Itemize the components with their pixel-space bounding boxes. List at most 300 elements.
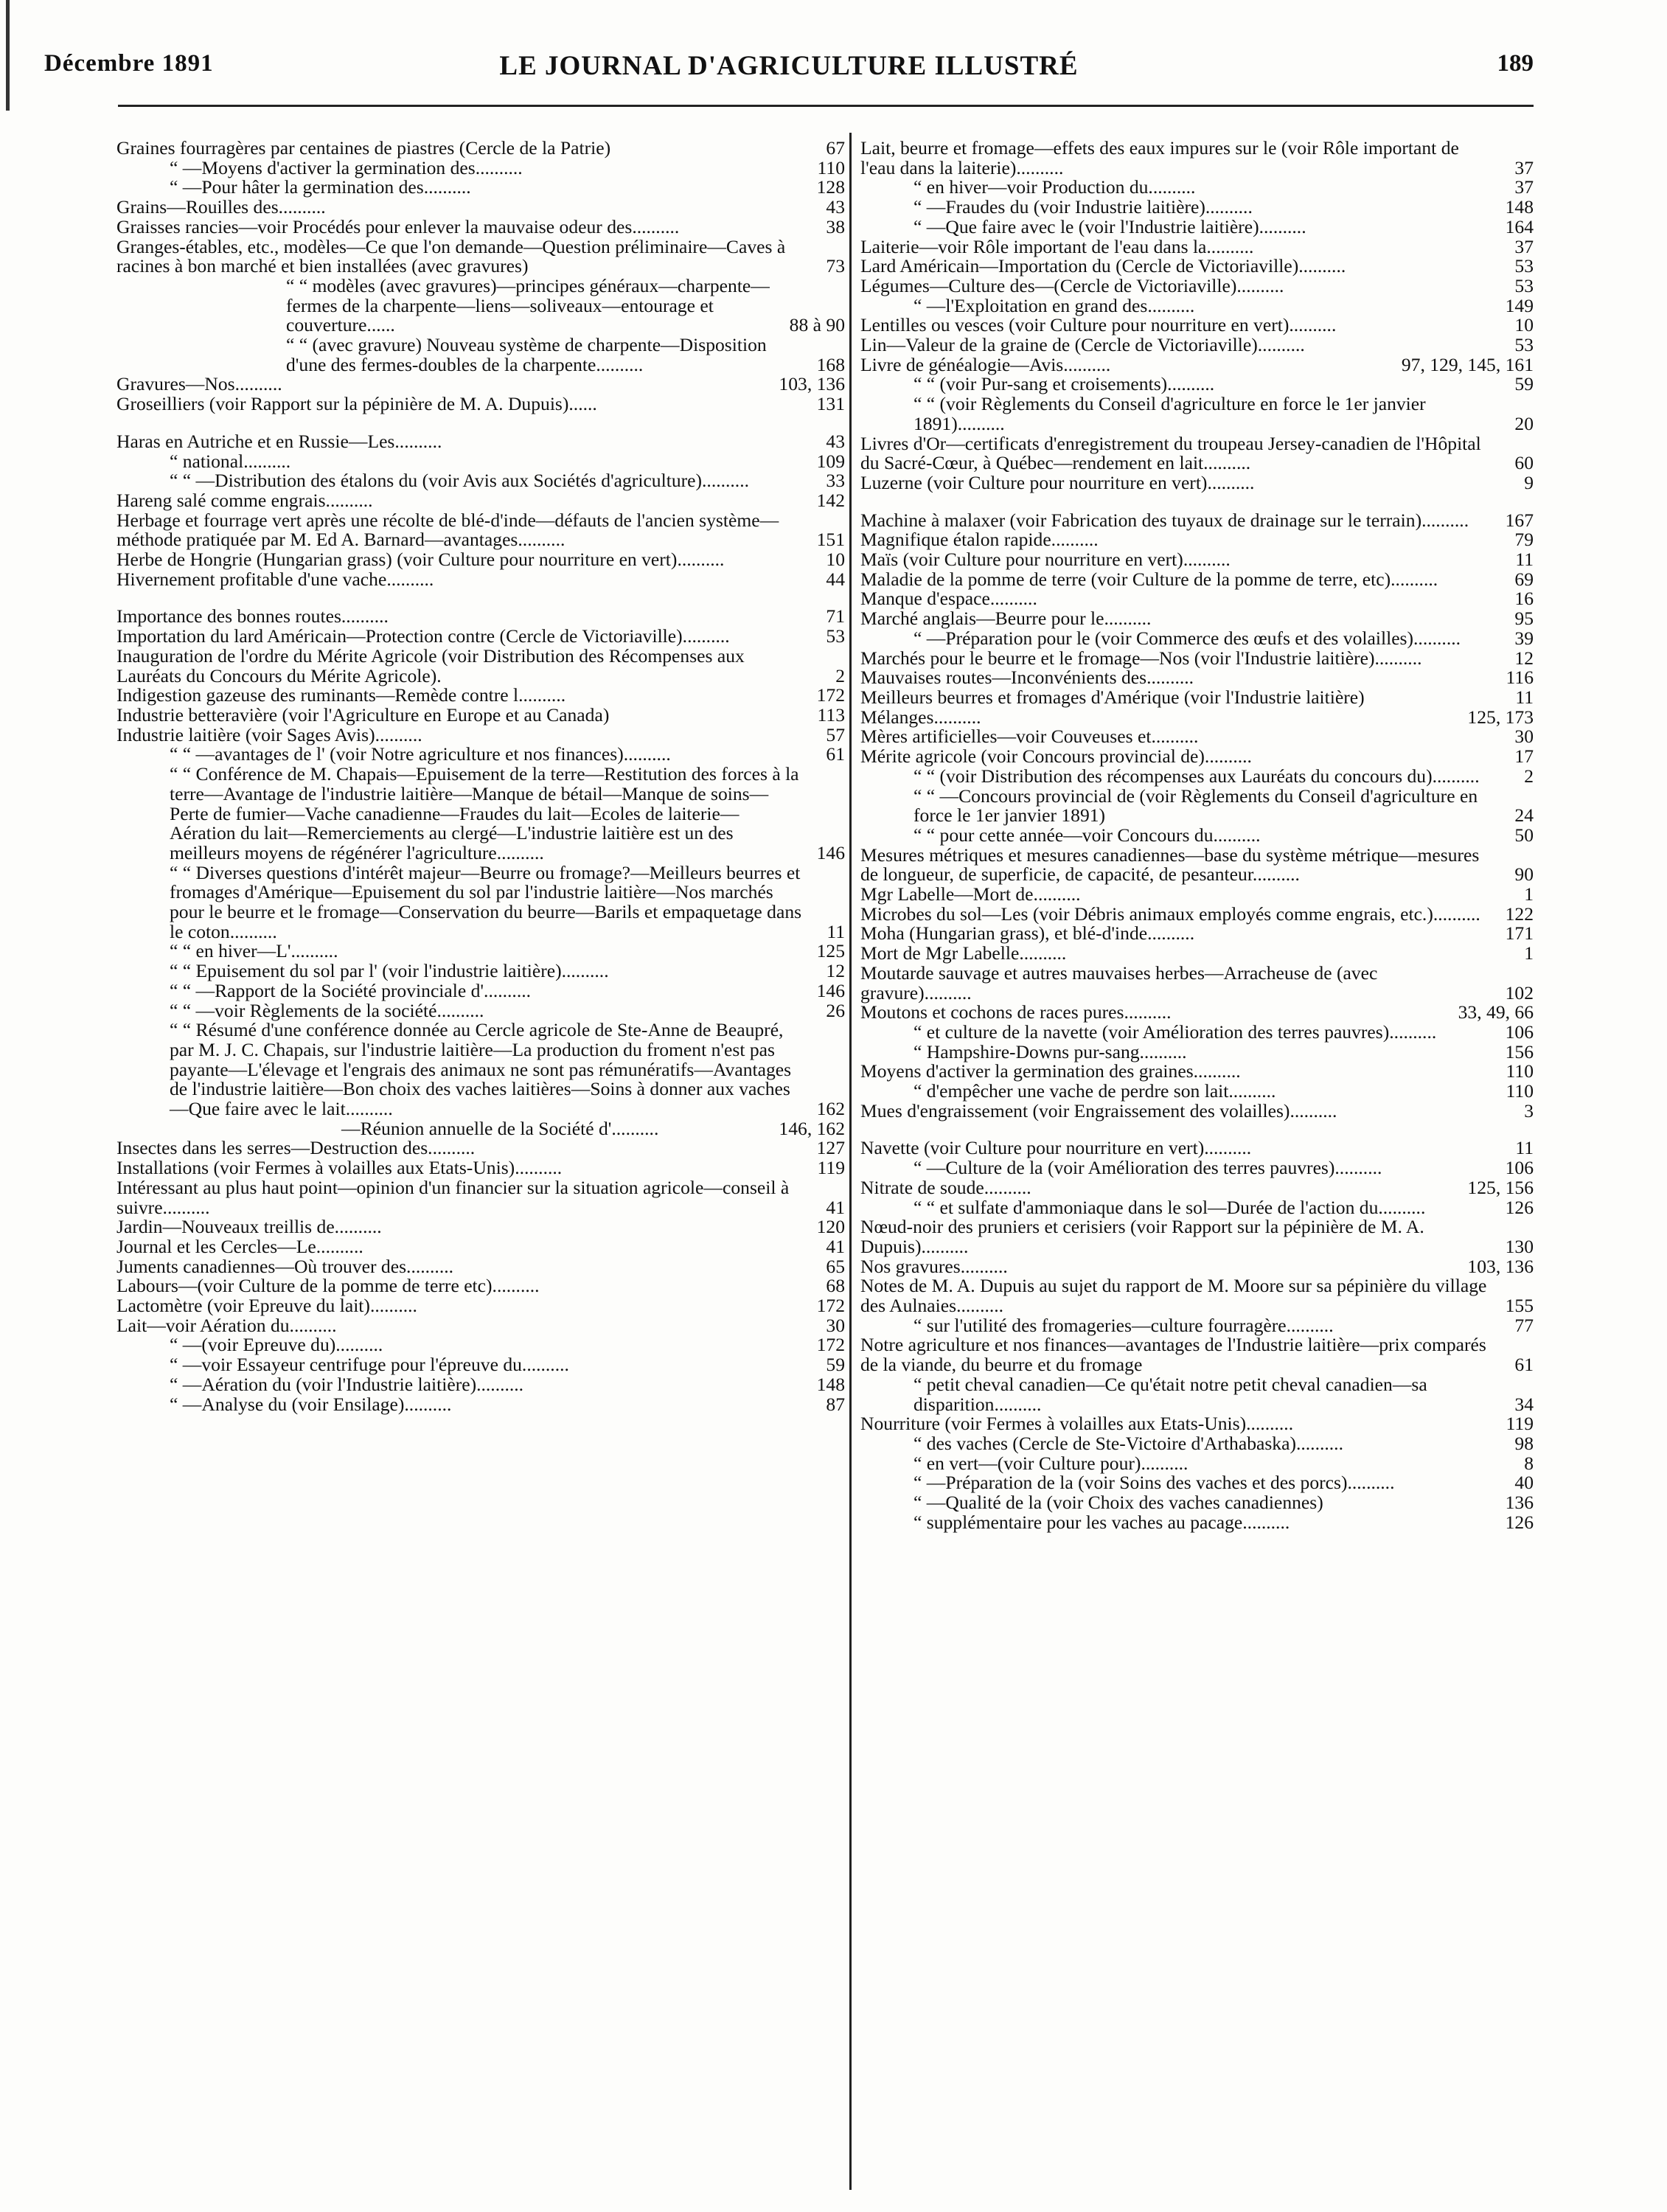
index-entry-text: Graines fourragères par centaines de piastres (Cercle de la Patrie)	[116, 137, 611, 159]
index-entry-page: 106	[1505, 1020, 1534, 1043]
index-entry	[116, 1217, 845, 1237]
index-entry	[860, 434, 1534, 473]
index-entry-text: Journal et les Cercles—Le..........	[116, 1235, 363, 1257]
index-entry	[860, 355, 1534, 375]
index-entry-text: “ “ (voir Règlements du Conseil d'agriculture en force le 1er janvier 1891)..........	[913, 393, 1426, 434]
index-entry-text: Importance des bonnes routes..........	[116, 605, 389, 627]
index-entry-text: “ “ en hiver—L'..........	[170, 940, 338, 962]
index-entry-text: Lait—voir Aération du..........	[116, 1314, 337, 1336]
index-entry-text: Labours—(voir Culture de la pomme de terre etc)..........	[116, 1275, 540, 1297]
index-entry-text: “ “ et sulfate d'ammoniaque dans le sol—Durée de l'action du..........	[913, 1196, 1426, 1218]
index-entry-page: 102	[1505, 981, 1534, 1004]
index-entry	[860, 629, 1534, 649]
index-entry	[116, 745, 845, 765]
index-entry	[860, 550, 1534, 570]
index-entry-text: Grains—Rouilles des..........	[116, 196, 326, 218]
index-entry-page: 167	[1505, 509, 1534, 531]
index-entry-page: 109	[816, 450, 845, 472]
index-entry	[116, 644, 845, 686]
index-entry	[860, 609, 1534, 629]
index-entry-page: 95	[1514, 608, 1534, 630]
index-entry-page: 26	[826, 999, 845, 1021]
index-entry	[860, 1257, 1534, 1277]
index-entry-text: Lin—Valeur de la graine de (Cercle de Victoriaville)..........	[860, 334, 1305, 356]
index-entry-text: Livre de généalogie—Avis..........	[860, 353, 1111, 375]
index-entry	[860, 296, 1534, 316]
index-entry	[116, 511, 845, 550]
index-entry	[116, 237, 845, 276]
index-entry	[860, 1020, 1534, 1043]
index-entry-text: Importation du lard Américain—Protection contre (Cercle de Victoriaville)..........	[116, 625, 730, 647]
index-entry-text: Notes de M. A. Dupuis au sujet du rapport de M. Moore sur sa pépinière du village des Aulnaies..........	[860, 1275, 1487, 1317]
index-entry-page: 146	[816, 979, 845, 1001]
index-entry-text: “ “ —Rapport de la Société provinciale d'..........	[170, 979, 532, 1001]
index-entry	[860, 394, 1534, 434]
index-entry	[116, 1020, 845, 1119]
index-entry	[860, 727, 1534, 747]
index-entry	[116, 491, 845, 511]
index-entry-page: 12	[826, 960, 845, 982]
index-entry-text: “ et culture de la navette (voir Amélioration des terres pauvres)..........	[913, 1020, 1437, 1043]
index-entry-text: Moha (Hungarian grass), et blé-d'inde..........	[860, 922, 1195, 945]
index-entry-text: Nos gravures..........	[860, 1255, 1008, 1277]
index-entry-text: Gravures—Nos..........	[116, 373, 282, 395]
index-entry-page: 1	[1524, 883, 1534, 905]
index-entry-text: “ —l'Exploitation en grand des..........	[913, 294, 1195, 316]
index-entry-text: Mort de Mgr Labelle..........	[860, 942, 1067, 964]
index-entry-text: Indigestion gazeuse des ruminants—Remède contre l..........	[116, 684, 566, 706]
index-entry-text: “ —Aération du (voir l'Industrie laitière)..........	[170, 1373, 524, 1395]
index-entry	[116, 961, 845, 981]
index-entry	[116, 863, 845, 942]
index-entry	[116, 394, 845, 414]
index-entry-text: Lait, beurre et fromage—effets des eaux impures sur le (voir Rôle important de l'eau dans la laiterie)..........	[860, 137, 1459, 178]
column-divider	[849, 133, 852, 2190]
index-entry-page: 126	[1505, 1511, 1534, 1533]
index-entry-page: 110	[817, 156, 845, 178]
index-entry	[116, 1158, 845, 1178]
index-entry-page: 57	[826, 723, 845, 745]
index-entry	[860, 237, 1534, 257]
index-entry-page: 156	[1505, 1040, 1534, 1062]
index-entry-text: Mères artificielles—voir Couveuses et..........	[860, 726, 1199, 748]
index-entry	[116, 703, 845, 726]
index-entry	[860, 198, 1534, 218]
index-entry-text: “ Hampshire-Downs pur-sang..........	[913, 1040, 1187, 1062]
index-entry-page: 43	[826, 196, 845, 218]
index-entry-text: “ petit cheval canadien—Ce qu'était notre petit cheval canadien—sa disparition..........	[913, 1373, 1427, 1415]
index-entry-page: 40	[1514, 1472, 1534, 1494]
index-entry	[860, 1434, 1534, 1454]
index-entry-page: 98	[1514, 1433, 1534, 1454]
index-entry-page: 10	[1514, 314, 1534, 336]
section-gap	[860, 1121, 1534, 1138]
index-entry-text: Nitrate de soude..........	[860, 1176, 1031, 1198]
index-entry	[860, 1316, 1534, 1336]
index-entry-page: 33	[826, 470, 845, 492]
index-entry-page: 125	[816, 940, 845, 962]
index-entry-text: Granges-étables, etc., modèles—Ce que l'on demande—Question préliminaire—Caves à racines à bon marché et bien installées (avec gravures)	[116, 235, 786, 277]
index-entry-page: 53	[1514, 334, 1534, 356]
index-entry	[860, 1454, 1534, 1474]
index-entry-text: Industrie betteravière (voir l'Agriculture en Europe et au Canada)	[116, 703, 610, 726]
index-entry	[860, 1473, 1534, 1493]
index-entry-text: “ —Préparation pour le (voir Commerce des œufs et des volailles)..........	[913, 627, 1461, 649]
index-entry	[860, 1414, 1534, 1434]
index-entry-text: Microbes du sol—Les (voir Débris animaux employés comme engrais, etc.)..........	[860, 902, 1480, 925]
index-entry	[116, 686, 845, 706]
index-entry	[860, 885, 1534, 905]
index-entry-page: 37	[1514, 235, 1534, 257]
index-entry-text: Moyens d'activer la germination des graines..........	[860, 1060, 1241, 1082]
index-entry-text: Notre agriculture et nos finances—avantages de l'Industrie laitière—prix comparés de la viande, du beurre et du fromage	[860, 1334, 1486, 1376]
index-entry-text: Moutons et cochons de races pures..........	[860, 1001, 1172, 1023]
index-entry-text: “ —Pour hâter la germination des..........	[170, 176, 471, 198]
index-entry-text: “ “ (avec gravure) Nouveau système de charpente—Disposition d'une des fermes-doubles de la charpente..........	[286, 334, 767, 375]
index-entry	[860, 473, 1534, 493]
index-entry	[860, 1082, 1534, 1102]
index-entry	[116, 1316, 845, 1336]
index-entry	[860, 787, 1534, 826]
index-entry-text: Luzerne (voir Culture pour nourriture en vert)..........	[860, 471, 1255, 493]
index-entry-page: 2	[835, 664, 845, 686]
index-entry-page: 59	[1514, 373, 1534, 395]
index-entry-page: 39	[1514, 627, 1534, 649]
index-entry-text: Inauguration de l'ordre du Mérite Agricole (voir Distribution des Récompenses aux Lauréats du Concours du Mérite Agricole).	[116, 644, 745, 686]
section-gap	[860, 493, 1534, 511]
index-entry-page: 136	[1505, 1492, 1534, 1514]
index-entry	[860, 688, 1534, 708]
index-entry	[116, 765, 845, 863]
index-entry-page: 60	[1514, 452, 1534, 474]
index-entry-text: Moutarde sauvage et autres mauvaises herbes—Arracheuse de (avec gravure)..........	[860, 961, 1378, 1004]
index-entry	[860, 767, 1534, 787]
index-entry-text: —Réunion annuelle de la Société d'..........	[341, 1117, 659, 1139]
index-entry	[860, 1513, 1534, 1533]
index-entry-page: 148	[816, 1373, 845, 1395]
index-entry-page: 53	[826, 625, 845, 647]
index-entry	[860, 1335, 1534, 1374]
index-entry-page: 43	[826, 430, 845, 452]
index-entry	[860, 826, 1534, 846]
index-entry-page: 20	[1514, 412, 1534, 434]
index-entry-page: 41	[826, 1196, 845, 1218]
index-entry	[860, 747, 1534, 767]
index-entry	[116, 1375, 845, 1395]
index-entry-page: 73	[826, 255, 845, 277]
index-entry	[116, 550, 845, 570]
index-entry-page: 130	[1505, 1235, 1534, 1257]
index-entry-page: 68	[826, 1275, 845, 1297]
index-entry-text: “ “ —Concours provincial de (voir Règlements du Conseil d'agriculture en force le 1er janvier 1891)	[913, 785, 1478, 827]
index-entry-text: “ en vert—(voir Culture pour)..........	[913, 1452, 1189, 1474]
index-entry-text: “ “ —voir Règlements de la société..........	[170, 999, 484, 1021]
header-rule	[118, 105, 1534, 107]
index-entry	[860, 1099, 1534, 1121]
index-entry-text: Machine à malaxer (voir Fabrication des tuyaux de drainage sur le terrain)..........	[860, 509, 1469, 531]
index-entry-page: 148	[1505, 196, 1534, 218]
index-entry-page: 103, 136	[1467, 1255, 1534, 1277]
index-entry	[860, 668, 1534, 688]
index-entry-page: 79	[1514, 529, 1534, 551]
index-entry-text: Légumes—Culture des—(Cercle de Victoriaville)..........	[860, 274, 1284, 296]
index-entry	[116, 139, 845, 159]
index-entry	[860, 944, 1534, 964]
index-entry-text: “ d'empêcher une vache de perdre son lait..........	[913, 1080, 1276, 1102]
journal-title: LE JOURNAL D'AGRICULTURE ILLUSTRÉ	[499, 51, 1079, 81]
index-entry-text: “ “ Epuisement du sol par l' (voir l'industrie laitière)..........	[170, 960, 609, 982]
index-entry-text: Jardin—Nouveaux treillis de..........	[116, 1216, 382, 1238]
index-entry-text: “ —Analyse du (voir Ensilage)..........	[170, 1393, 452, 1415]
index-entry-page: 17	[1514, 745, 1534, 768]
index-entry	[116, 570, 845, 590]
index-entry-page: 37	[1514, 176, 1534, 198]
index-entry-text: Installations (voir Fermes à volailles aux Etats-Unis)..........	[116, 1157, 563, 1179]
index-entry-page: 71	[826, 605, 845, 627]
index-entry	[116, 1296, 845, 1316]
index-entry	[860, 1138, 1534, 1158]
index-column-right	[860, 139, 1534, 1533]
index-entry-text: Magnifique étalon rapide..........	[860, 529, 1099, 551]
index-entry	[860, 1493, 1534, 1513]
index-entry-page: 53	[1514, 274, 1534, 296]
index-entry-page: 61	[1514, 1354, 1534, 1376]
index-entry-text: Hareng salé comme engrais..........	[116, 489, 373, 511]
index-entry-text: Intéressant au plus haut point—opinion d'un financier sur la situation agricole—conseil à suivre..........	[116, 1176, 790, 1218]
index-entry	[860, 1276, 1534, 1315]
index-entry-text: Mauvaises routes—Inconvénients des..........	[860, 667, 1194, 689]
index-entry	[116, 1355, 845, 1375]
index-entry	[860, 178, 1534, 198]
index-entry-text: “ “ Diverses questions d'intérêt majeur—Beurre ou fromage?—Meilleurs beurres et fromages d'Amérique—Epuisement du sol par l'industrie laitière—Nos marchés pour le beurre et le fromage—Conservation du beurre—Barils et empaquetage dans le coton..........	[170, 861, 802, 942]
index-entry	[116, 1276, 845, 1296]
index-entry-text: “ “ —Distribution des étalons du (voir Avis aux Sociétés d'agriculture)..........	[170, 470, 750, 492]
index-column-left	[116, 139, 845, 1414]
index-entry	[860, 1040, 1534, 1062]
index-entry	[116, 1237, 845, 1257]
index-entry-text: Herbage et fourrage vert après une récolte de blé-d'inde—défauts de l'ancien système—méthode pratiquée par M. Ed A. Barnard—avantages..........	[116, 509, 779, 551]
index-entry-page: 11	[1515, 549, 1534, 571]
index-entry-page: 50	[1514, 824, 1534, 846]
index-entry-page: 11	[1515, 1137, 1534, 1159]
index-entry	[116, 607, 845, 627]
index-entry-page: 2	[1524, 765, 1534, 787]
index-entry	[116, 375, 845, 394]
index-entry-text: “ sur l'utilité des fromageries—culture fourragère..........	[913, 1314, 1334, 1336]
index-entry-text: Groseilliers (voir Rapport sur la pépinière de M. A. Dupuis)......	[116, 393, 597, 415]
index-entry	[860, 375, 1534, 394]
index-entry	[860, 1003, 1534, 1023]
index-entry-page: 65	[826, 1255, 845, 1277]
index-entry	[116, 1395, 845, 1415]
index-entry-text: Mgr Labelle—Mort de..........	[860, 883, 1081, 905]
index-entry-page: 172	[816, 1295, 845, 1317]
index-entry-text: “ —Fraudes du (voir Industrie laitière)..........	[913, 196, 1253, 218]
index-entry-page: 97, 129, 145, 161	[1401, 353, 1534, 375]
index-entry-text: “ “ (voir Pur-sang et croisements)..........	[913, 373, 1215, 395]
index-entry-page: 34	[1514, 1393, 1534, 1415]
index-entry-page: 44	[826, 568, 845, 590]
index-entry-text: Laiterie—voir Rôle important de l'eau dans la..........	[860, 235, 1254, 257]
index-entry	[860, 902, 1534, 925]
index-entry-text: Lactomètre (voir Epreuve du lait)..........	[116, 1295, 417, 1317]
index-entry	[116, 178, 845, 198]
index-entry-page: 142	[816, 489, 845, 511]
header-date: Décembre 1891	[44, 50, 214, 77]
index-entry-page: 69	[1514, 568, 1534, 590]
index-entry-page: 110	[1506, 1080, 1534, 1102]
section-gap	[116, 414, 845, 432]
index-entry-text: Industrie laitière (voir Sages Avis)..........	[116, 723, 422, 745]
running-header	[44, 50, 1534, 91]
index-entry-page: 110	[1506, 1060, 1534, 1082]
index-entry-text: “ en hiver—voir Production du..........	[913, 176, 1196, 198]
index-entry	[116, 432, 845, 452]
index-entry-text: “ “ —avantages de l' (voir Notre agriculture et nos finances)..........	[170, 743, 671, 765]
index-entry-page: 30	[1514, 726, 1534, 748]
index-entry-page: 12	[1514, 647, 1534, 669]
index-entry-page: 1	[1524, 942, 1534, 964]
index-entry-page: 8	[1524, 1452, 1534, 1474]
index-entry	[860, 924, 1534, 944]
index-entry-page: 16	[1514, 588, 1534, 610]
index-entry	[860, 570, 1534, 590]
index-entry-text: Meilleurs beurres et fromages d'Amérique (voir l'Industrie laitière)	[860, 686, 1365, 708]
index-entry-page: 33, 49, 66	[1458, 1001, 1534, 1023]
index-entry	[860, 215, 1534, 237]
index-entry-page: 106	[1505, 1157, 1534, 1179]
index-entry	[116, 198, 845, 218]
index-entry-text: Manque d'espace..........	[860, 588, 1037, 610]
index-entry-text: “ supplémentaire pour les vaches au pacage..........	[913, 1511, 1290, 1533]
index-entry-page: 162	[816, 1098, 845, 1120]
index-entry-text: “ —Moyens d'activer la germination des..........	[170, 156, 523, 178]
index-entry	[860, 276, 1534, 296]
index-entry-page: 11	[826, 920, 845, 942]
index-entry-text: Mélanges..........	[860, 706, 981, 728]
index-entry-text: Nourriture (voir Fermes à volailles aux Etats-Unis)..........	[860, 1413, 1294, 1435]
index-entry	[860, 257, 1534, 276]
index-entry-page: 103, 136	[779, 373, 845, 395]
index-entry	[116, 335, 845, 375]
index-entry-text: “ “ pour cette année—voir Concours du..........	[913, 824, 1261, 846]
index-entry	[116, 627, 845, 647]
index-entry-page: 116	[1506, 667, 1534, 689]
index-entry-page: 172	[816, 684, 845, 706]
index-entry	[116, 942, 845, 961]
index-entry-page: 41	[826, 1235, 845, 1257]
index-entry-page: 119	[1506, 1413, 1534, 1435]
index-entry	[116, 471, 845, 491]
index-entry-page: 168	[816, 353, 845, 375]
index-entry-page: 126	[1505, 1196, 1534, 1218]
index-entry-page: 172	[816, 1334, 845, 1356]
index-entry-page: 119	[817, 1157, 845, 1179]
index-entry-text: Juments canadiennes—Où trouver des..........	[116, 1255, 454, 1277]
index-entry-text: “ “ Conférence de M. Chapais—Epuisement de la terre—Restitution des forces à la terre—Avantage de l'industrie laitière—Manque de bétail—Manque de soins—Perte de fumier—Vache canadienne—Fraudes du lait—Ecoles de laiterie—Aération du lait—Remerciements au clergé—L'industrie laitière est un des meilleurs moyens de régénérer l'agriculture..........	[170, 763, 799, 863]
index-entry	[116, 156, 845, 178]
index-entry-text: Hivernement profitable d'une vache..........	[116, 568, 434, 590]
index-entry-text: Nœud-noir des pruniers et cerisiers (voir Rapport sur la pépinière de M. A. Dupuis)..........	[860, 1216, 1424, 1257]
index-entry	[860, 316, 1534, 335]
index-entry	[116, 1001, 845, 1021]
index-entry-text: “ —Culture de la (voir Amélioration des terres pauvres)..........	[913, 1157, 1382, 1179]
index-entry-text: Lentilles ou vesces (voir Culture pour nourriture en vert)..........	[860, 314, 1337, 336]
index-entry-page: 128	[816, 176, 845, 198]
index-entry-page: 37	[1514, 156, 1534, 178]
index-entry	[860, 589, 1534, 609]
index-entry	[860, 708, 1534, 728]
index-entry-page: 155	[1505, 1295, 1534, 1317]
index-entry-page: 30	[826, 1314, 845, 1336]
index-entry-page: 53	[1514, 255, 1534, 277]
index-entry	[860, 1217, 1534, 1256]
index-entry-text: “ des vaches (Cercle de Ste-Victoire d'Arthabaska)..........	[913, 1433, 1343, 1454]
index-entry	[860, 961, 1534, 1004]
index-entry-page: 131	[816, 393, 845, 415]
index-entry-page: 90	[1514, 863, 1534, 886]
index-entry-text: “ —Préparation de la (voir Soins des vaches et des porcs)..........	[913, 1472, 1395, 1494]
page-edge-mark	[6, 0, 10, 111]
index-entry	[116, 1138, 845, 1158]
index-entry-page: 122	[1505, 902, 1534, 925]
index-entry-text: “ —voir Essayeur centrifuge pour l'épreuve du..........	[170, 1354, 569, 1376]
index-entry	[116, 1119, 845, 1139]
index-entry	[860, 335, 1534, 355]
index-entry	[860, 1062, 1534, 1082]
index-entry-text: “ “ Résumé d'une conférence donnée au Cercle agricole de Ste-Anne de Beaupré, par M. J. C. Chapais, sur l'industrie laitière—La production du froment n'est pas payante—L'élevage et l'engrais des animaux ne sont pas rémunératifs—Avantages de l'industrie laitière—Bon choix des vaches laitières—Soins à donner aux vaches—Que faire avec le lait..........	[170, 1019, 792, 1120]
index-entry	[116, 1178, 845, 1217]
index-entry-page: 77	[1514, 1314, 1534, 1336]
index-entry	[860, 139, 1534, 178]
index-entry-text: Mesures métriques et mesures canadiennes—base du système métrique—mesures de longueur, de superficie, de capacité, de pesanteur..........	[860, 844, 1480, 886]
index-entry-page: 125, 156	[1467, 1176, 1534, 1198]
index-entry-text: Lard Américain—Importation du (Cercle de Victoriaville)..........	[860, 255, 1346, 277]
index-entry-page: 120	[816, 1216, 845, 1238]
index-entry-page: 146	[816, 841, 845, 863]
index-entry-page: 113	[817, 703, 845, 726]
index-entry-text: Marchés pour le beurre et le fromage—Nos (voir l'Industrie laitière)..........	[860, 647, 1422, 669]
index-entry	[116, 276, 845, 335]
index-entry-text: Livres d'Or—certificats d'enregistrement du troupeau Jersey-canadien de l'Hôpital du Sacré-Cœur, à Québec—rendement en lait..........	[860, 432, 1481, 474]
index-entry-text: Mues d'engraissement (voir Engraissement des volailles)..........	[860, 1099, 1337, 1121]
index-entry-page: 127	[816, 1137, 845, 1159]
index-entry-text: Maladie de la pomme de terre (voir Culture de la pomme de terre, etc)..........	[860, 568, 1438, 590]
index-entry-page: 38	[826, 215, 845, 237]
index-entry	[860, 1375, 1534, 1414]
index-entry-page: 61	[826, 743, 845, 765]
index-entry	[860, 1158, 1534, 1178]
index-entry-page: 149	[1505, 294, 1534, 316]
index-entry	[116, 452, 845, 472]
index-entry-text: Insectes dans les serres—Destruction des..........	[116, 1137, 476, 1159]
index-entry-page: 125, 173	[1467, 706, 1534, 728]
index-entry-text: “ —(voir Epreuve du)..........	[170, 1334, 383, 1356]
index-entry-text: Marché anglais—Beurre pour le..........	[860, 608, 1152, 630]
index-entry-text: “ national..........	[170, 450, 291, 472]
index-entry-page: 59	[826, 1354, 845, 1376]
index-entry-page: 24	[1514, 804, 1534, 827]
index-entry	[860, 649, 1534, 669]
index-entry	[860, 511, 1534, 531]
index-entry	[116, 1257, 845, 1277]
index-entry-page: 146, 162	[779, 1117, 845, 1139]
index-entry-page: 9	[1524, 471, 1534, 493]
page-number: 189	[1497, 50, 1534, 77]
index-entry	[116, 723, 845, 745]
index-entry	[860, 530, 1534, 550]
index-entry-text: “ “ modèles (avec gravures)—principes généraux—charpente—fermes de la charpente—liens—soliveaux—entourage et couverture......	[286, 274, 770, 336]
